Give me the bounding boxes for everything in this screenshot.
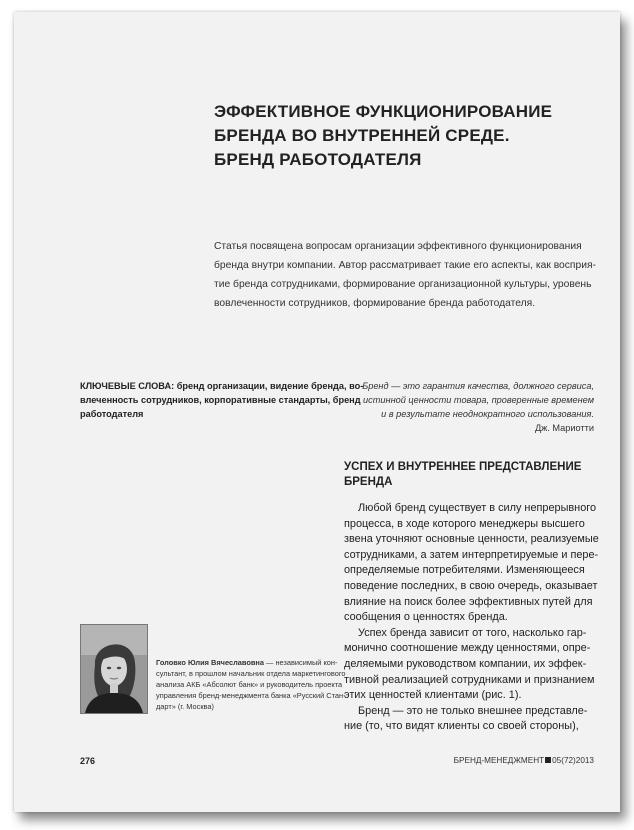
epigraph-line: и в результате неоднократного использования. [381, 409, 594, 419]
journal-footer [454, 756, 594, 765]
author-bio-line: сультант, в прошлом начальник отдела маркетингового [156, 669, 346, 678]
keywords-line: работодателя [80, 409, 144, 419]
body-line: поведение последних, в свою очередь, оказывает [344, 579, 598, 592]
keywords-line: КЛЮЧЕВЫЕ СЛОВА: бренд организации, видение бренда, во- [80, 381, 364, 391]
section-body [344, 501, 606, 735]
author-bio-line: дарт» (г. Москва) [156, 702, 214, 711]
keywords-block [80, 379, 364, 421]
author-photo [80, 624, 148, 714]
page-number: 276 [80, 756, 96, 766]
epigraph-line: Бренд — это гарантия качества, должного сервиса, [362, 381, 594, 391]
title-line: БРЕНДА ВО ВНУТРЕННЕЙ СРЕДЕ. [214, 126, 510, 145]
body-line: сообщения о ценностях бренда. [344, 611, 508, 624]
body-line: монично соотношение между ценностями, опре- [344, 642, 591, 655]
square-separator-icon [545, 757, 551, 763]
body-line: деляемыми руководством компании, их эффек- [344, 657, 587, 670]
abstract-line: бренда внутри компании. Автор рассматривает такие его аспекты, как восприя- [214, 260, 596, 271]
author-portrait-icon [81, 625, 147, 713]
article-title [214, 100, 594, 172]
author-bio-text: — независимый кон- [263, 658, 338, 667]
epigraph [344, 379, 594, 435]
journal-issue: 05(72)2013 [552, 756, 594, 765]
body-line: процесса, в ходе которого менеджеры высшего [344, 517, 585, 530]
author-info [156, 657, 346, 712]
abstract-line: тие бренда сотрудниками, формирование организационной культуры, уровень [214, 279, 592, 290]
article-abstract [214, 237, 598, 313]
section-heading-line: УСПЕХ И ВНУТРЕННЕЕ ПРЕДСТАВЛЕНИЕ [344, 461, 582, 473]
body-line: сотрудниками, а затем интерпретируемые и пере- [344, 548, 599, 561]
section-heading [344, 460, 604, 490]
author-bio-line [156, 657, 336, 668]
author-name: Головко Юлия Вячеславовна [156, 658, 264, 667]
body-line: определяемые потребителями. Изменяющееся [344, 564, 585, 577]
section-heading-line: БРЕНДА [344, 476, 393, 488]
body-line: тивной реализацией сотрудниками и признанием [344, 673, 595, 686]
title-line: БРЕНД РАБОТОДАТЕЛЯ [214, 150, 422, 169]
body-line: Успех бренда зависит от того, насколько гар- [358, 626, 587, 639]
journal-page [14, 12, 620, 812]
journal-name: БРЕНД-МЕНЕДЖМЕНТ [453, 756, 545, 765]
body-line: этих ценностей клиентами (рис. 1). [344, 689, 522, 702]
abstract-line: вовлеченности сотрудников, формирование бренда работодателя. [214, 298, 536, 309]
author-bio-line: управления бренд-менеджмента банка «Русский Стан- [156, 691, 346, 700]
abstract-line: Статья посвящена вопросам организации эффективного функционирования [214, 241, 582, 252]
title-line: ЭФФЕКТИВНОЕ ФУНКЦИОНИРОВАНИЕ [214, 102, 553, 121]
body-line: Бренд — это не только внешнее представле- [358, 704, 588, 717]
body-line: звена уточняют основные ценности, реализуемые [344, 533, 599, 546]
keywords-line: влеченность сотрудников, корпоративные стандарты, бренд [80, 395, 361, 405]
body-line: Любой бренд существует в силу непрерывного [358, 502, 597, 514]
author-bio-line: анализа АКБ «Абсолют банк» и руководитель проекта [156, 680, 343, 689]
body-line: ние (то, что видят клиенты со своей стороны), [344, 720, 579, 733]
epigraph-line: истинной ценности товара, проверенные временем [363, 395, 594, 405]
body-line: влияние на поиск более эффективных путей для [344, 595, 593, 608]
epigraph-author: Дж. Мариотти [534, 423, 594, 433]
